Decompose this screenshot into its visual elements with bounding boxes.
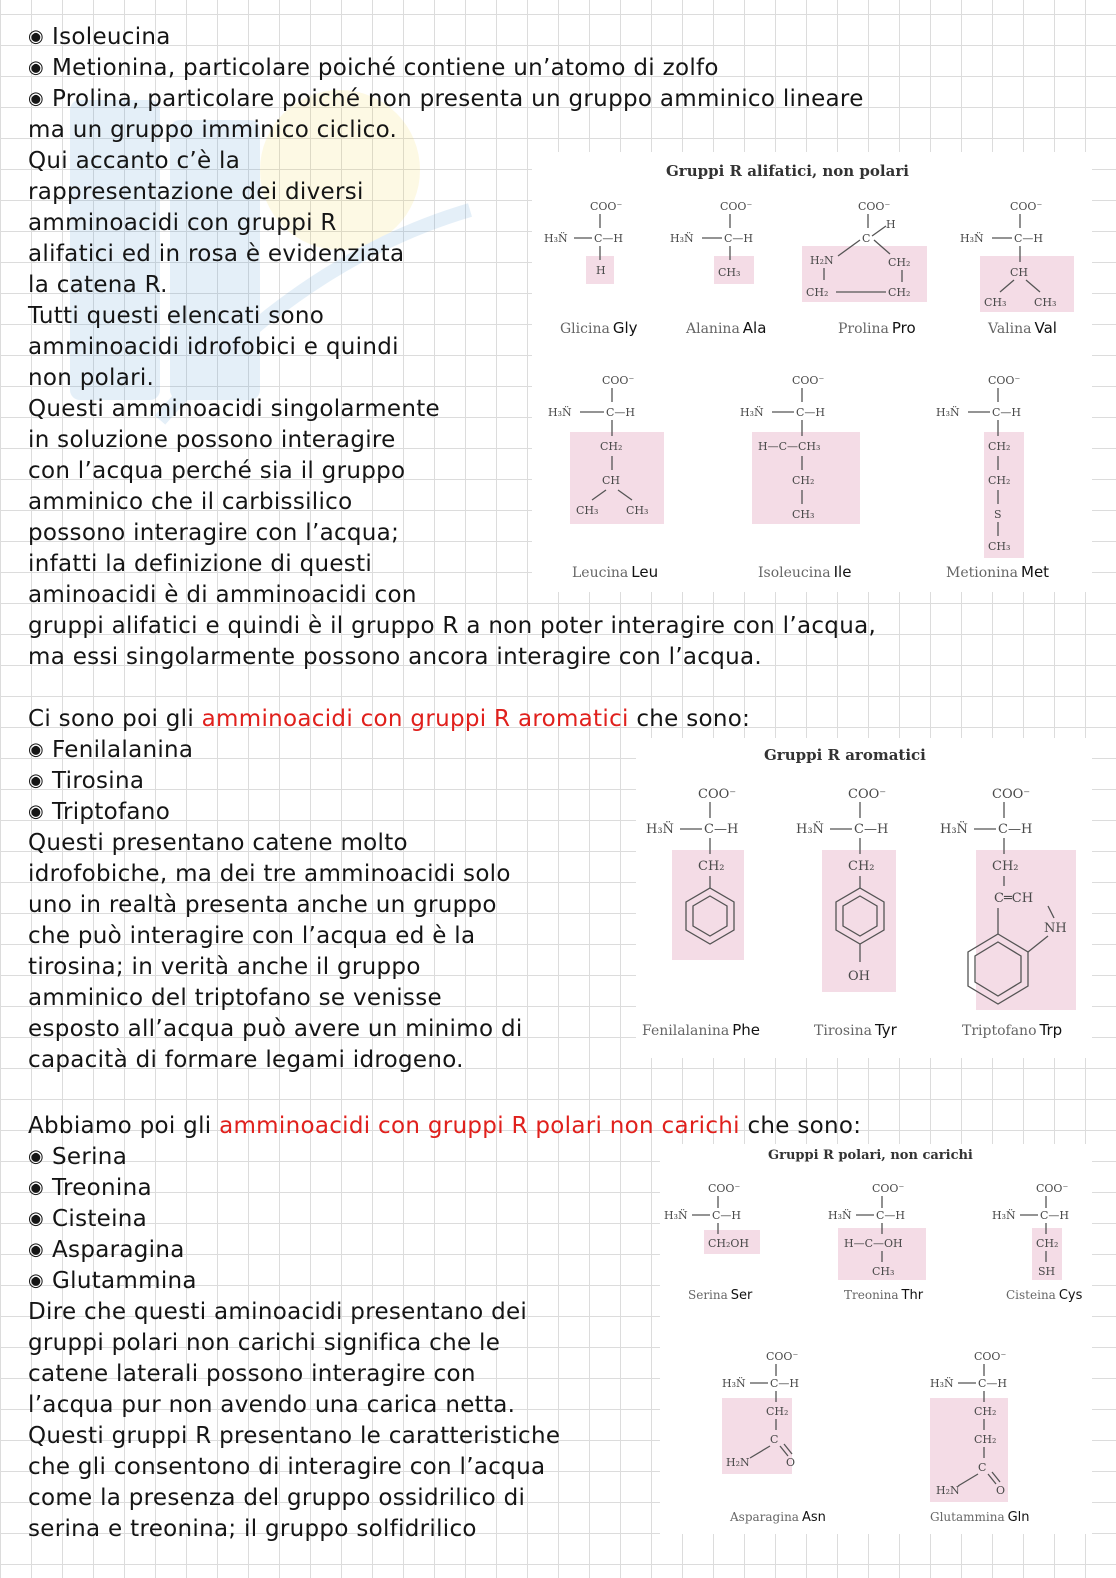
svg-text:H₃N̈: H₃N̈ [960, 232, 984, 245]
svg-text:C—H: C—H [1040, 1209, 1070, 1222]
amino-acid-abbr: Thr [901, 1288, 924, 1303]
amino-acid-abbr: Ala [742, 319, 767, 337]
svg-text:H—C—CH₃: H—C—CH₃ [758, 440, 821, 453]
svg-text:H₃N̈: H₃N̈ [940, 822, 968, 837]
text-line: capacità di formare legami idrogeno. [28, 1047, 464, 1073]
svg-text:S: S [994, 508, 1002, 521]
list-item [28, 797, 170, 829]
svg-text:COO⁻: COO⁻ [974, 1350, 1007, 1363]
amino-acid-abbr: Leu [631, 563, 659, 581]
svg-text:COO⁻: COO⁻ [602, 374, 635, 387]
list-item-text: Glutammina [52, 1268, 197, 1294]
heading-text: Ci sono poi gli [28, 706, 202, 732]
figure-aromatic [636, 738, 1092, 1058]
svg-text:CH: CH [602, 474, 621, 487]
svg-text:CH₂: CH₂ [766, 1405, 789, 1418]
svg-text:C—H: C—H [796, 406, 826, 419]
list-item [28, 1235, 185, 1267]
svg-text:COO⁻: COO⁻ [708, 1182, 741, 1195]
list-item-text: Prolina, particolare poiché non presenta un gruppo amminico lineare [52, 86, 864, 112]
amino-acid-abbr: Trp [1039, 1021, 1063, 1039]
text-line: ma un gruppo imminico ciclico. [28, 117, 398, 143]
svg-text:H—C—OH: H—C—OH [844, 1237, 903, 1250]
text-line: non polari. [28, 365, 155, 391]
text-line: amminico che il carbissilico [28, 489, 353, 515]
svg-text:CH₂: CH₂ [888, 286, 911, 299]
svg-text:C—H: C—H [594, 232, 624, 245]
svg-text:CH₂OH: CH₂OH [708, 1237, 750, 1250]
svg-text:H₃N̈: H₃N̈ [722, 1377, 746, 1390]
amino-acid-abbr: Gly [612, 319, 638, 337]
svg-text:CH₂: CH₂ [974, 1433, 997, 1446]
amino-acid-name: Asparagina [730, 1510, 799, 1524]
svg-text:H₂N: H₂N [936, 1484, 960, 1497]
caption-valina [988, 318, 1057, 337]
svg-text:H₃N̈: H₃N̈ [670, 232, 694, 245]
amino-acid-name: Glicina [560, 321, 610, 337]
svg-text:COO⁻: COO⁻ [848, 787, 887, 802]
amino-acid-name: Triptofano [962, 1023, 1037, 1039]
text-line: l’acqua pur non avendo una carica netta. [28, 1392, 516, 1418]
text-line: infatti la definizione di questi [28, 551, 373, 577]
text-line: aminoacidi è di amminoacidi con [28, 582, 417, 608]
structure-triptofano [940, 787, 1076, 1010]
svg-text:C—H: C—H [704, 822, 739, 837]
highlight-text: amminoacidi con gruppi R polari non carichi [219, 1113, 740, 1139]
svg-text:H₃N̈: H₃N̈ [936, 406, 960, 419]
svg-text:H₃N̈: H₃N̈ [796, 822, 824, 837]
caption-isoleucina [758, 562, 851, 581]
list-item-text: Fenilalanina [52, 737, 194, 763]
svg-text:CH₃: CH₃ [576, 504, 599, 517]
amino-acid-abbr: Met [1021, 563, 1050, 581]
structure-treonina [828, 1182, 926, 1280]
heading-text: che sono: [739, 1113, 862, 1139]
svg-text:CH₂: CH₂ [992, 859, 1019, 874]
caption-glicina [560, 318, 638, 337]
figure-title: Gruppi R alifatici, non polari [666, 162, 909, 180]
structure-glicina [544, 200, 623, 284]
text-line: con l’acqua perché sia il gruppo [28, 458, 406, 484]
svg-text:CH₂: CH₂ [806, 286, 829, 299]
list-item [28, 766, 144, 798]
svg-text:CH₂: CH₂ [988, 440, 1011, 453]
list-item-text: Asparagina [52, 1237, 185, 1263]
svg-text:COO⁻: COO⁻ [590, 200, 623, 213]
section-heading-aromatici [28, 704, 750, 735]
text-line: tirosina; in verità anche il gruppo [28, 954, 421, 980]
svg-text:COO⁻: COO⁻ [992, 787, 1031, 802]
svg-text:H₃N̈: H₃N̈ [740, 406, 764, 419]
svg-text:CH₂: CH₂ [1036, 1237, 1059, 1250]
caption-serina [688, 1284, 752, 1303]
svg-text:CH: CH [1010, 266, 1029, 279]
text-line: gruppi polari non carichi significa che le [28, 1330, 501, 1356]
aliphatic-structures [532, 152, 1092, 592]
amino-acid-abbr: Val [1034, 319, 1057, 337]
list-item-text: Serina [52, 1144, 128, 1170]
svg-text:COO⁻: COO⁻ [1036, 1182, 1069, 1195]
amino-acid-name: Tirosina [814, 1023, 872, 1039]
structure-valina [960, 200, 1074, 312]
amino-acid-name: Glutammina [930, 1510, 1005, 1524]
svg-text:C—H: C—H [770, 1377, 800, 1390]
svg-text:C—H: C—H [1014, 232, 1044, 245]
text-line: la catena R. [28, 272, 168, 298]
svg-text:CH₂: CH₂ [698, 859, 725, 874]
svg-text:CH₃: CH₃ [1034, 296, 1057, 309]
svg-text:H₂N: H₂N [726, 1456, 750, 1469]
amino-acid-abbr: Phe [732, 1021, 761, 1039]
caption-cisteina [1006, 1284, 1082, 1303]
figure-polar-uncharged [660, 1144, 1092, 1534]
svg-text:CH₃: CH₃ [984, 296, 1007, 309]
text-line: che può interagire con l’acqua ed è la [28, 923, 476, 949]
amino-acid-name: Serina [688, 1288, 728, 1302]
svg-text:H₃N̈: H₃N̈ [544, 232, 568, 245]
text-line: Questi gruppi R presentano le caratteristiche [28, 1423, 561, 1449]
list-item-text: Cisteina [52, 1206, 148, 1232]
list-item [28, 84, 864, 116]
amino-acid-name: Valina [988, 321, 1032, 337]
svg-text:CH₂: CH₂ [974, 1405, 997, 1418]
structure-fenilalanina [646, 787, 744, 960]
svg-text:H₃N̈: H₃N̈ [664, 1209, 688, 1222]
list-item [28, 1173, 152, 1205]
text-line: che gli consentono di interagire con l’acqua [28, 1454, 546, 1480]
svg-text:SH: SH [1038, 1265, 1056, 1278]
caption-triptofano [962, 1020, 1062, 1039]
caption-metionina [946, 562, 1049, 581]
svg-text:C—H: C—H [724, 232, 754, 245]
caption-fenilalanina [642, 1020, 760, 1039]
amino-acid-name: Treonina [844, 1288, 899, 1302]
structure-metionina [936, 374, 1024, 558]
svg-text:COO⁻: COO⁻ [792, 374, 825, 387]
amino-acid-abbr: Asn [801, 1510, 826, 1525]
svg-text:C—H: C—H [992, 406, 1022, 419]
polar-structures [660, 1144, 1092, 1534]
text-line: rappresentazione dei diversi [28, 179, 364, 205]
amino-acid-abbr: Pro [891, 319, 916, 337]
amino-acid-abbr: Ile [833, 563, 852, 581]
svg-text:OH: OH [848, 969, 870, 984]
structure-prolina [802, 200, 927, 302]
heading-text: Abbiamo poi gli [28, 1113, 220, 1139]
svg-text:COO⁻: COO⁻ [698, 787, 737, 802]
amino-acid-name: Isoleucina [758, 565, 831, 581]
svg-text:CH₂: CH₂ [792, 474, 815, 487]
caption-tirosina [814, 1020, 897, 1039]
svg-text:C—H: C—H [998, 822, 1033, 837]
caption-glutammina [930, 1506, 1030, 1525]
structure-serina [664, 1182, 760, 1254]
svg-text:NH: NH [1044, 921, 1067, 936]
structure-leucina [548, 374, 664, 524]
svg-text:CH₂: CH₂ [848, 859, 875, 874]
text-line: Tutti questi elencati sono [28, 303, 325, 329]
svg-text:CH₂: CH₂ [988, 474, 1011, 487]
amino-acid-abbr: Tyr [874, 1021, 897, 1039]
figure-aliphatic [532, 152, 1092, 592]
svg-text:O: O [996, 1484, 1006, 1497]
caption-treonina [844, 1284, 923, 1303]
svg-text:CH₂: CH₂ [888, 256, 911, 269]
list-item-text: Triptofano [52, 799, 171, 825]
svg-text:CH₃: CH₃ [988, 540, 1011, 553]
aromatic-structures [636, 738, 1092, 1058]
text-line: amminoacidi idrofobici e quindi [28, 334, 399, 360]
svg-text:COO⁻: COO⁻ [1010, 200, 1043, 213]
svg-text:C—H: C—H [854, 822, 889, 837]
svg-text:H₃N̈: H₃N̈ [992, 1209, 1016, 1222]
list-item [28, 1204, 147, 1236]
structure-alanina [670, 200, 754, 284]
structure-glutammina [930, 1350, 1008, 1502]
text-line: Questi amminoacidi singolarmente [28, 396, 440, 422]
figure-title: Gruppi R aromatici [764, 746, 926, 764]
text-line: Qui accanto c’è la [28, 148, 241, 174]
list-item-text: Tirosina [52, 768, 145, 794]
svg-text:H₂N: H₂N [810, 254, 834, 267]
amino-acid-name: Leucina [572, 565, 629, 581]
svg-text:CH₃: CH₃ [718, 266, 741, 279]
amino-acid-name: Prolina [838, 321, 889, 337]
text-line: amminico del triptofano se venisse [28, 985, 442, 1011]
heading-text: che sono: [628, 706, 751, 732]
svg-text:COO⁻: COO⁻ [720, 200, 753, 213]
text-line: catene laterali possono interagire con [28, 1361, 476, 1387]
list-item [28, 22, 171, 54]
amino-acid-name: Alanina [686, 321, 740, 337]
svg-text:COO⁻: COO⁻ [872, 1182, 905, 1195]
svg-text:H: H [596, 264, 606, 277]
structure-tirosina [796, 787, 896, 992]
list-item [28, 53, 719, 85]
svg-text:H: H [886, 218, 896, 231]
svg-text:H₃N̈: H₃N̈ [930, 1377, 954, 1390]
text-line: uno in realtà presenta anche un gruppo [28, 892, 497, 918]
text-line: alifatici ed in rosa è evidenziata [28, 241, 405, 267]
text-line: idrofobiche, ma dei tre amminoacidi solo [28, 861, 511, 887]
structure-isoleucina [740, 374, 860, 524]
text-line: gruppi alifatici e quindi è il gruppo R a non poter interagire con l’acqua, [28, 613, 877, 639]
svg-text:COO⁻: COO⁻ [858, 200, 891, 213]
svg-text:CH₃: CH₃ [792, 508, 815, 521]
svg-text:CH₃: CH₃ [872, 1265, 895, 1278]
amino-acid-abbr: Ser [730, 1288, 753, 1303]
text-line: possono interagire con l’acqua; [28, 520, 400, 546]
structure-cisteina [992, 1182, 1069, 1280]
caption-leucina [572, 562, 658, 581]
svg-text:CH₂: CH₂ [600, 440, 623, 453]
svg-text:COO⁻: COO⁻ [766, 1350, 799, 1363]
caption-alanina [686, 318, 766, 337]
svg-text:O: O [786, 1456, 796, 1469]
text-line: Questi presentano catene molto [28, 830, 408, 856]
svg-text:C: C [978, 1461, 987, 1474]
list-item-text: Treonina [52, 1175, 152, 1201]
structure-asparagina [722, 1350, 799, 1474]
text-line: come la presenza del gruppo ossidrilico di [28, 1485, 526, 1511]
svg-text:C═CH: C═CH [994, 891, 1034, 906]
svg-text:COO⁻: COO⁻ [988, 374, 1021, 387]
section-heading-polari [28, 1111, 861, 1142]
text-line: amminoacidi con gruppi R [28, 210, 337, 236]
text-line: Dire che questi aminoacidi presentano dei [28, 1299, 528, 1325]
svg-text:C—H: C—H [712, 1209, 742, 1222]
svg-text:H₃N̈: H₃N̈ [646, 822, 674, 837]
caption-asparagina [730, 1506, 826, 1525]
amino-acid-name: Cisteina [1006, 1288, 1056, 1302]
caption-prolina [838, 318, 916, 337]
amino-acid-abbr: Cys [1058, 1288, 1083, 1303]
svg-text:C: C [770, 1433, 779, 1446]
svg-text:C—H: C—H [876, 1209, 906, 1222]
svg-text:C—H: C—H [606, 406, 636, 419]
list-item [28, 1266, 197, 1298]
amino-acid-name: Metionina [946, 565, 1019, 581]
svg-text:H₃N̈: H₃N̈ [548, 406, 572, 419]
text-line: ma essi singolarmente possono ancora interagire con l’acqua. [28, 644, 763, 670]
list-item-text: Isoleucina [52, 24, 171, 50]
svg-text:C: C [862, 232, 871, 245]
list-item [28, 1142, 127, 1174]
list-item [28, 735, 193, 767]
text-line: esposto all’acqua può avere un minimo di [28, 1016, 523, 1042]
figure-title: Gruppi R polari, non carichi [768, 1148, 973, 1163]
svg-text:H₃N̈: H₃N̈ [828, 1209, 852, 1222]
svg-text:CH₃: CH₃ [626, 504, 649, 517]
svg-text:C—H: C—H [978, 1377, 1008, 1390]
text-line: serina e treonina; il gruppo solfidrilico [28, 1516, 477, 1542]
amino-acid-abbr: Gln [1007, 1510, 1030, 1525]
amino-acid-name: Fenilalanina [642, 1023, 730, 1039]
text-line: in soluzione possono interagire [28, 427, 396, 453]
highlight-text: amminoacidi con gruppi R aromatici [201, 706, 629, 732]
list-item-text: Metionina, particolare poiché contiene un’atomo di zolfo [52, 55, 719, 81]
